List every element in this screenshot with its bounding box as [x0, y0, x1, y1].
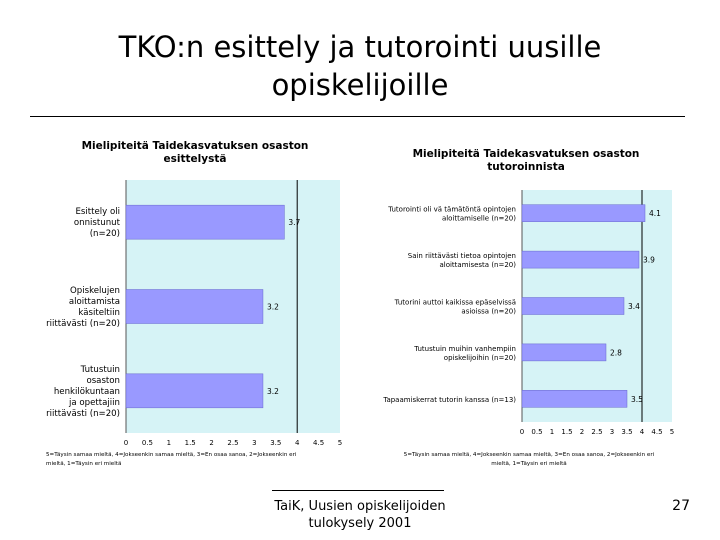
category-label: ja opettajiin	[68, 397, 120, 408]
x-tick-label: 1.5	[561, 428, 573, 436]
bar	[126, 374, 263, 408]
x-tick-label: 1	[549, 428, 555, 436]
chart-title-line: Mielipiteitä Taidekasvatuksen osaston	[81, 140, 309, 152]
bar	[522, 344, 606, 361]
bar-value-label: 3.7	[288, 218, 301, 228]
category-label: Opiskelujen	[70, 286, 120, 296]
category-label: riittävästi (n=20)	[46, 319, 120, 329]
bar-value-label: 2.8	[610, 348, 622, 358]
x-tick-label: 4.5	[651, 428, 663, 436]
category-label: Tutorini auttoi kaikissa epäselvissä	[394, 298, 516, 307]
bar-value-label: 4.1	[649, 209, 661, 219]
category-label: onnistunut	[73, 218, 120, 229]
footer-line-1: TaiK, Uusien opiskelijoiden	[274, 499, 446, 514]
category-label: Sain riittävästi tietoa opintojen	[407, 252, 516, 261]
bar-value-label: 3.4	[628, 302, 640, 311]
category-label: Tutorointi oli vä tämätöntä opintojen	[388, 205, 516, 214]
bar	[522, 205, 645, 222]
chart-presentation-opinions	[40, 128, 360, 468]
chart-presentation-svg	[40, 128, 360, 468]
x-tick-label: 0.5	[531, 428, 543, 436]
bar-value-label: 3.5	[631, 394, 643, 404]
bar	[522, 298, 624, 315]
chart-tutoring-opinions	[372, 128, 690, 468]
category-label: Esittely oli	[75, 207, 120, 218]
page-number: 27	[672, 498, 690, 514]
footer-source	[240, 498, 480, 532]
x-tick-label: 5	[337, 439, 343, 447]
x-tick-label: 0	[519, 428, 525, 436]
bar-value-label: 3.2	[266, 386, 279, 396]
x-tick-label: 3.5	[270, 439, 282, 447]
x-tick-label: 1	[166, 439, 172, 447]
category-label: osaston	[86, 375, 120, 386]
category-label: henkilökuntaan	[53, 386, 120, 397]
chart-title-line: Mielipiteitä Taidekasvatuksen osaston	[412, 148, 640, 160]
slide-title-line-2: opiskelijoille	[271, 68, 449, 102]
bar-value-label: 3.2	[266, 302, 279, 312]
x-tick-label: 4	[294, 439, 300, 447]
footer-divider	[272, 490, 444, 491]
bar	[126, 205, 284, 239]
x-tick-label: 3	[609, 428, 615, 436]
x-tick-label: 3.5	[621, 428, 633, 436]
bar	[522, 251, 639, 268]
category-label: aloittamiselle (n=20)	[441, 214, 516, 223]
slide-title	[20, 28, 700, 104]
category-label: opiskelijoihin (n=20)	[443, 353, 516, 362]
x-tick-label: 5	[669, 428, 675, 436]
x-tick-label: 1.5	[184, 439, 196, 447]
x-tick-label: 4.5	[313, 439, 325, 447]
category-label: riittävästi (n=20)	[46, 408, 120, 419]
category-label: käsiteltiin	[78, 308, 120, 318]
category-label: Tutustuin muihin vanhempiin	[414, 344, 516, 353]
scale-note-line: 5=Täysin samaa mieltä, 4=Jokseenkin samaa mieltä, 3=En osaa sanoa, 2=Jokseenkin eri	[46, 452, 297, 458]
x-tick-label: 2.5	[227, 439, 239, 447]
x-tick-label: 0.5	[141, 439, 153, 447]
chart-tutoring-svg	[372, 128, 690, 468]
x-tick-label: 2	[209, 439, 214, 447]
category-label: aloittamisesta (n=20)	[439, 261, 516, 270]
category-label: Tutustuin	[80, 364, 120, 375]
category-label: asioissa (n=20)	[461, 307, 516, 316]
category-label: Tapaamiskerrat tutorin kanssa (n=13)	[383, 395, 516, 404]
category-label: (n=20)	[89, 229, 120, 240]
x-tick-label: 2	[579, 428, 585, 436]
x-tick-label: 0	[123, 439, 129, 447]
title-divider	[30, 116, 685, 117]
scale-note-line: mieltä, 1=Täysin eri mieltä	[491, 461, 567, 467]
x-tick-label: 4	[639, 428, 645, 436]
x-tick-label: 3	[252, 439, 257, 447]
bar-value-label: 3.9	[643, 255, 655, 265]
scale-note-line: mieltä, 1=Täysin eri mieltä	[46, 461, 122, 467]
scale-note-line: 5=Täysin samaa mieltä, 4=Jokseenkin samaa mieltä, 3=En osaa sanoa, 2=Jokseenkin eri	[403, 452, 655, 458]
x-tick-label: 2.5	[591, 428, 603, 436]
footer-line-2: tulokysely 2001	[308, 516, 412, 531]
bar	[126, 290, 263, 324]
bar	[522, 390, 627, 407]
category-label: aloittamista	[68, 297, 120, 307]
chart-title-line: tutoroinnista	[487, 161, 565, 173]
slide-title-line-1: TKO:n esittely ja tutorointi uusille	[118, 30, 602, 64]
chart-title-line: esittelystä	[163, 153, 227, 165]
